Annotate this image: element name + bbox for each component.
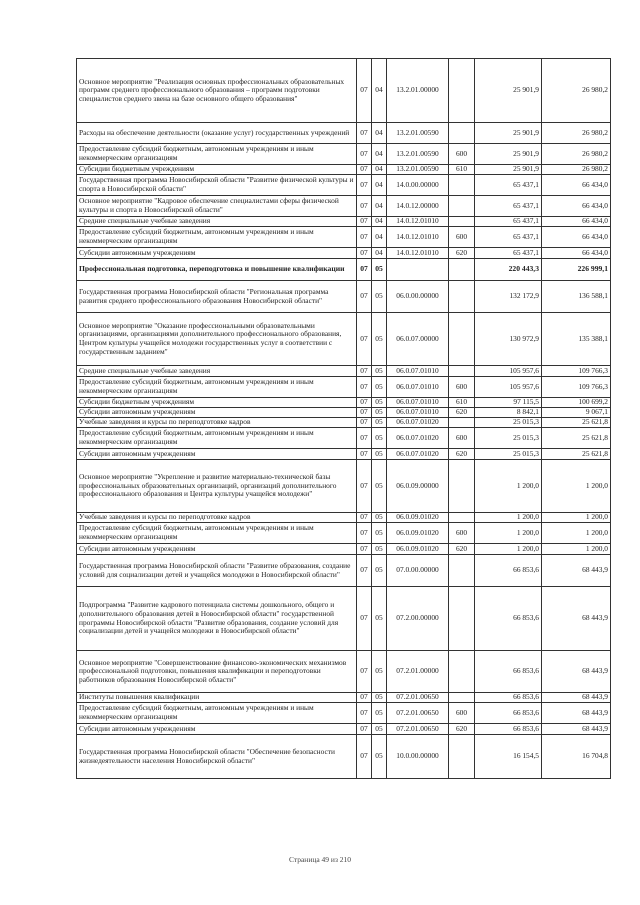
cell-v2: 66 434,0 xyxy=(542,196,611,217)
cell-vr: 610 xyxy=(449,165,475,175)
cell-name: Основное мероприятие "Совершенствование финансово-экономических механизмов профессиональной подготовки, повышения квалификации и переподготовки работников образования Новосибирской области" xyxy=(77,651,357,693)
table-row xyxy=(77,703,611,724)
cell-pr: 05 xyxy=(372,460,387,513)
cell-csr: 07.2.01.00650 xyxy=(387,703,449,724)
cell-v1: 25 015,3 xyxy=(475,428,542,449)
cell-name: Основное мероприятие "Кадровое обеспечение специалистами сферы физической культуры и спорта в Новосибирской области" xyxy=(77,196,357,217)
cell-v2: 16 704,8 xyxy=(542,735,611,779)
cell-v1: 1 200,0 xyxy=(475,460,542,513)
cell-v1: 220 443,3 xyxy=(475,259,542,281)
cell-rz: 07 xyxy=(357,227,372,248)
cell-pr: 04 xyxy=(372,196,387,217)
cell-vr xyxy=(449,366,475,377)
cell-name: Государственная программа Новосибирской области "Обеспечение безопасности жизнедеятельности населения Новосибирской области" xyxy=(77,735,357,779)
cell-csr: 06.0.07.01010 xyxy=(387,408,449,418)
cell-vr xyxy=(449,555,475,587)
cell-v2: 66 434,0 xyxy=(542,175,611,196)
cell-vr xyxy=(449,175,475,196)
cell-rz: 07 xyxy=(357,408,372,418)
cell-csr: 13.2.01.00590 xyxy=(387,123,449,144)
table-row xyxy=(77,460,611,513)
cell-csr: 07.2.01.00650 xyxy=(387,724,449,735)
cell-csr: 06.0.09.01020 xyxy=(387,523,449,544)
cell-csr: 06.0.09.00000 xyxy=(387,460,449,513)
cell-csr: 07.0.00.00000 xyxy=(387,555,449,587)
table-body xyxy=(77,59,611,779)
cell-name: Средние специальные учебные заведения xyxy=(77,217,357,227)
cell-rz: 07 xyxy=(357,544,372,555)
cell-v2: 66 434,0 xyxy=(542,227,611,248)
cell-pr: 05 xyxy=(372,366,387,377)
cell-csr: 13.2.01.00590 xyxy=(387,144,449,165)
cell-csr: 07.2.01.00650 xyxy=(387,693,449,703)
cell-v1: 65 437,1 xyxy=(475,227,542,248)
cell-v2: 135 388,1 xyxy=(542,313,611,366)
cell-vr: 600 xyxy=(449,144,475,165)
cell-v2: 136 588,1 xyxy=(542,281,611,313)
cell-v2: 26 980,2 xyxy=(542,144,611,165)
table-row xyxy=(77,428,611,449)
cell-csr: 06.0.07.01020 xyxy=(387,428,449,449)
table-row xyxy=(77,555,611,587)
table-row xyxy=(77,523,611,544)
cell-vr: 600 xyxy=(449,377,475,398)
cell-v2: 66 434,0 xyxy=(542,248,611,259)
table-row xyxy=(77,165,611,175)
cell-name: Подпрограмма "Развитие кадрового потенциала системы дошкольного, общего и дополнительного образования детей в Новосибирской области" государственной программы Новосибирской области "Развитие образования, создание условий для социализации детей и учащейся молодежи в Новосибирской области" xyxy=(77,587,357,651)
cell-rz: 07 xyxy=(357,693,372,703)
cell-name: Субсидии автономным учреждениям xyxy=(77,724,357,735)
cell-name: Институты повышения квалификации xyxy=(77,693,357,703)
cell-csr xyxy=(387,259,449,281)
cell-rz: 07 xyxy=(357,165,372,175)
table-row xyxy=(77,544,611,555)
cell-name: Предоставление субсидий бюджетным, автономным учреждениям и иным некоммерческим организациям xyxy=(77,428,357,449)
budget-table xyxy=(76,58,611,779)
table-row xyxy=(77,175,611,196)
cell-rz: 07 xyxy=(357,248,372,259)
cell-pr: 05 xyxy=(372,428,387,449)
cell-v2: 25 621,8 xyxy=(542,418,611,428)
cell-rz: 07 xyxy=(357,555,372,587)
cell-pr: 05 xyxy=(372,259,387,281)
cell-name: Учебные заведения и курсы по переподготовке кадров xyxy=(77,418,357,428)
table-row xyxy=(77,366,611,377)
cell-rz: 07 xyxy=(357,144,372,165)
cell-v2: 9 067,1 xyxy=(542,408,611,418)
cell-csr: 06.0.09.01020 xyxy=(387,513,449,523)
cell-rz: 07 xyxy=(357,587,372,651)
cell-v2: 1 200,0 xyxy=(542,523,611,544)
cell-pr: 05 xyxy=(372,544,387,555)
cell-pr: 05 xyxy=(372,555,387,587)
cell-vr xyxy=(449,123,475,144)
cell-rz: 07 xyxy=(357,703,372,724)
cell-pr: 04 xyxy=(372,59,387,123)
cell-csr: 06.0.07.00000 xyxy=(387,313,449,366)
cell-pr: 05 xyxy=(372,408,387,418)
page-footer: Страница 49 из 210 xyxy=(288,855,352,864)
table-row xyxy=(77,59,611,123)
cell-v2: 226 999,1 xyxy=(542,259,611,281)
cell-csr: 14.0.00.00000 xyxy=(387,175,449,196)
cell-v1: 105 957,6 xyxy=(475,377,542,398)
cell-csr: 10.0.00.00000 xyxy=(387,735,449,779)
cell-pr: 04 xyxy=(372,248,387,259)
table-row xyxy=(77,281,611,313)
cell-vr xyxy=(449,735,475,779)
cell-rz: 07 xyxy=(357,651,372,693)
cell-vr: 600 xyxy=(449,523,475,544)
cell-v2: 25 621,8 xyxy=(542,449,611,460)
cell-rz: 07 xyxy=(357,59,372,123)
cell-csr: 06.0.09.01020 xyxy=(387,544,449,555)
cell-v2: 109 766,3 xyxy=(542,366,611,377)
cell-vr: 620 xyxy=(449,724,475,735)
cell-v2: 1 200,0 xyxy=(542,460,611,513)
cell-name: Предоставление субсидий бюджетным, автономным учреждениям и иным некоммерческим организациям xyxy=(77,377,357,398)
cell-vr xyxy=(449,418,475,428)
table-row xyxy=(77,651,611,693)
cell-vr: 600 xyxy=(449,227,475,248)
table-row xyxy=(77,144,611,165)
cell-name: Государственная программа Новосибирской области "Региональная программа развития среднего профессионального образования Новосибирской области" xyxy=(77,281,357,313)
cell-pr: 05 xyxy=(372,281,387,313)
cell-rz: 07 xyxy=(357,196,372,217)
cell-pr: 04 xyxy=(372,227,387,248)
cell-pr: 05 xyxy=(372,703,387,724)
cell-vr: 620 xyxy=(449,449,475,460)
cell-rz: 07 xyxy=(357,428,372,449)
cell-v1: 25 901,9 xyxy=(475,144,542,165)
cell-pr: 05 xyxy=(372,398,387,408)
cell-rz: 07 xyxy=(357,724,372,735)
cell-v1: 1 200,0 xyxy=(475,544,542,555)
cell-pr: 05 xyxy=(372,651,387,693)
table-row xyxy=(77,449,611,460)
cell-rz: 07 xyxy=(357,523,372,544)
cell-vr xyxy=(449,460,475,513)
cell-v1: 25 901,9 xyxy=(475,165,542,175)
table-row xyxy=(77,724,611,735)
cell-csr: 07.2.00.00000 xyxy=(387,587,449,651)
cell-name: Профессиональная подготовка, переподготовка и повышение квалификации xyxy=(77,259,357,281)
cell-csr: 06.0.00.00000 xyxy=(387,281,449,313)
cell-csr: 13.2.01.00590 xyxy=(387,165,449,175)
cell-name: Предоставление субсидий бюджетным, автономным учреждениям и иным некоммерческим организациям xyxy=(77,703,357,724)
cell-v2: 109 766,3 xyxy=(542,377,611,398)
cell-v1: 66 853,6 xyxy=(475,555,542,587)
cell-pr: 04 xyxy=(372,123,387,144)
cell-pr: 05 xyxy=(372,418,387,428)
cell-vr xyxy=(449,587,475,651)
cell-rz: 07 xyxy=(357,377,372,398)
cell-vr xyxy=(449,651,475,693)
cell-pr: 05 xyxy=(372,587,387,651)
cell-name: Основное мероприятие "Укрепление и развитие материально-технической базы профессиональных образовательных организаций, организаций дополнительного профессионального образования и Центра культуры учащейся молодежи" xyxy=(77,460,357,513)
cell-v2: 68 443,9 xyxy=(542,587,611,651)
table-row xyxy=(77,227,611,248)
cell-v2: 68 443,9 xyxy=(542,651,611,693)
cell-pr: 05 xyxy=(372,735,387,779)
cell-csr: 06.0.07.01010 xyxy=(387,366,449,377)
cell-rz: 07 xyxy=(357,449,372,460)
cell-name: Субсидии бюджетным учреждениям xyxy=(77,398,357,408)
table-row xyxy=(77,587,611,651)
cell-v1: 65 437,1 xyxy=(475,248,542,259)
cell-pr: 04 xyxy=(372,175,387,196)
cell-csr: 14.0.12.01010 xyxy=(387,248,449,259)
cell-name: Государственная программа Новосибирской области "Развитие образования, создание условий для социализации детей и учащейся молодежи в Новосибирской области" xyxy=(77,555,357,587)
table-row xyxy=(77,693,611,703)
table-row xyxy=(77,418,611,428)
cell-v2: 25 621,8 xyxy=(542,428,611,449)
cell-v2: 1 200,0 xyxy=(542,544,611,555)
cell-name: Субсидии автономным учреждениям xyxy=(77,544,357,555)
cell-v1: 1 200,0 xyxy=(475,523,542,544)
table-row xyxy=(77,196,611,217)
cell-v2: 68 443,9 xyxy=(542,703,611,724)
cell-v2: 26 980,2 xyxy=(542,123,611,144)
cell-v1: 65 437,1 xyxy=(475,175,542,196)
cell-name: Предоставление субсидий бюджетным, автономным учреждениям и иным некоммерческим организациям xyxy=(77,523,357,544)
cell-v1: 66 853,6 xyxy=(475,693,542,703)
cell-v2: 68 443,9 xyxy=(542,693,611,703)
cell-name: Средние специальные учебные заведения xyxy=(77,366,357,377)
cell-csr: 13.2.01.00000 xyxy=(387,59,449,123)
table-row xyxy=(77,217,611,227)
cell-name: Учебные заведения и курсы по переподготовке кадров xyxy=(77,513,357,523)
cell-pr: 05 xyxy=(372,313,387,366)
cell-vr: 620 xyxy=(449,248,475,259)
table-row xyxy=(77,513,611,523)
cell-vr: 600 xyxy=(449,703,475,724)
cell-vr: 620 xyxy=(449,544,475,555)
cell-vr: 600 xyxy=(449,428,475,449)
cell-rz: 07 xyxy=(357,735,372,779)
cell-csr: 14.0.12.00000 xyxy=(387,196,449,217)
cell-rz: 07 xyxy=(357,175,372,196)
cell-v1: 66 853,6 xyxy=(475,703,542,724)
cell-vr xyxy=(449,693,475,703)
cell-rz: 07 xyxy=(357,259,372,281)
cell-v1: 66 853,6 xyxy=(475,587,542,651)
cell-vr xyxy=(449,217,475,227)
cell-vr xyxy=(449,259,475,281)
cell-rz: 07 xyxy=(357,398,372,408)
cell-rz: 07 xyxy=(357,313,372,366)
cell-v1: 66 853,6 xyxy=(475,651,542,693)
cell-pr: 05 xyxy=(372,523,387,544)
cell-v1: 25 015,3 xyxy=(475,418,542,428)
cell-rz: 07 xyxy=(357,513,372,523)
cell-name: Субсидии бюджетным учреждениям xyxy=(77,165,357,175)
cell-pr: 04 xyxy=(372,165,387,175)
cell-csr: 06.0.07.01010 xyxy=(387,398,449,408)
cell-vr: 620 xyxy=(449,408,475,418)
cell-v1: 66 853,6 xyxy=(475,724,542,735)
cell-rz: 07 xyxy=(357,418,372,428)
cell-vr xyxy=(449,313,475,366)
cell-name: Основное мероприятие "Оказание профессиональными образовательными организациями, организациями дополнительного профессионального образования, Центром культуры учащейся молодежи государственных услуг в соответствии с государственным заданием" xyxy=(77,313,357,366)
cell-pr: 05 xyxy=(372,377,387,398)
cell-pr: 05 xyxy=(372,693,387,703)
cell-v2: 66 434,0 xyxy=(542,217,611,227)
cell-v1: 65 437,1 xyxy=(475,217,542,227)
cell-pr: 04 xyxy=(372,144,387,165)
cell-vr xyxy=(449,196,475,217)
cell-rz: 07 xyxy=(357,460,372,513)
cell-v2: 26 980,2 xyxy=(542,59,611,123)
cell-v2: 100 699,2 xyxy=(542,398,611,408)
cell-name: Государственная программа Новосибирской области "Развитие физической культуры и спорта в Новосибирской области" xyxy=(77,175,357,196)
cell-pr: 04 xyxy=(372,217,387,227)
cell-v1: 1 200,0 xyxy=(475,513,542,523)
cell-rz: 07 xyxy=(357,366,372,377)
table-row xyxy=(77,248,611,259)
cell-v2: 68 443,9 xyxy=(542,555,611,587)
table-row xyxy=(77,377,611,398)
cell-v1: 25 015,3 xyxy=(475,449,542,460)
cell-name: Основное мероприятие "Реализация основных профессиональных образовательных программ среднего профессионального образования – программ подготовки специалистов среднего звена на базе основного общего образования" xyxy=(77,59,357,123)
cell-v1: 105 957,6 xyxy=(475,366,542,377)
cell-rz: 07 xyxy=(357,281,372,313)
cell-csr: 06.0.07.01010 xyxy=(387,377,449,398)
table-row xyxy=(77,735,611,779)
cell-name: Субсидии автономным учреждениям xyxy=(77,449,357,460)
cell-vr: 610 xyxy=(449,398,475,408)
cell-v1: 25 901,9 xyxy=(475,123,542,144)
cell-v1: 65 437,1 xyxy=(475,196,542,217)
cell-name: Расходы на обеспечение деятельности (оказание услуг) государственных учреждений xyxy=(77,123,357,144)
cell-csr: 14.0.12.01010 xyxy=(387,227,449,248)
cell-v1: 8 842,1 xyxy=(475,408,542,418)
cell-vr xyxy=(449,281,475,313)
table-row xyxy=(77,398,611,408)
cell-csr: 07.2.01.00000 xyxy=(387,651,449,693)
cell-name: Предоставление субсидий бюджетным, автономным учреждениям и иным некоммерческим организациям xyxy=(77,144,357,165)
cell-vr xyxy=(449,513,475,523)
table-row xyxy=(77,313,611,366)
cell-v1: 130 972,9 xyxy=(475,313,542,366)
cell-rz: 07 xyxy=(357,123,372,144)
cell-vr xyxy=(449,59,475,123)
cell-v2: 1 200,0 xyxy=(542,513,611,523)
table-row xyxy=(77,408,611,418)
cell-v1: 132 172,9 xyxy=(475,281,542,313)
cell-name: Субсидии автономным учреждениям xyxy=(77,248,357,259)
cell-rz: 07 xyxy=(357,217,372,227)
cell-pr: 05 xyxy=(372,513,387,523)
cell-v1: 25 901,9 xyxy=(475,59,542,123)
cell-v2: 68 443,9 xyxy=(542,724,611,735)
cell-v1: 16 154,5 xyxy=(475,735,542,779)
table-row xyxy=(77,123,611,144)
cell-pr: 05 xyxy=(372,724,387,735)
cell-v1: 97 115,5 xyxy=(475,398,542,408)
cell-name: Субсидии автономным учреждениям xyxy=(77,408,357,418)
cell-csr: 06.0.07.01020 xyxy=(387,449,449,460)
cell-v2: 26 980,2 xyxy=(542,165,611,175)
cell-name: Предоставление субсидий бюджетным, автономным учреждениям и иным некоммерческим организациям xyxy=(77,227,357,248)
cell-csr: 06.0.07.01020 xyxy=(387,418,449,428)
cell-pr: 05 xyxy=(372,449,387,460)
table-row xyxy=(77,259,611,281)
cell-csr: 14.0.12.01010 xyxy=(387,217,449,227)
